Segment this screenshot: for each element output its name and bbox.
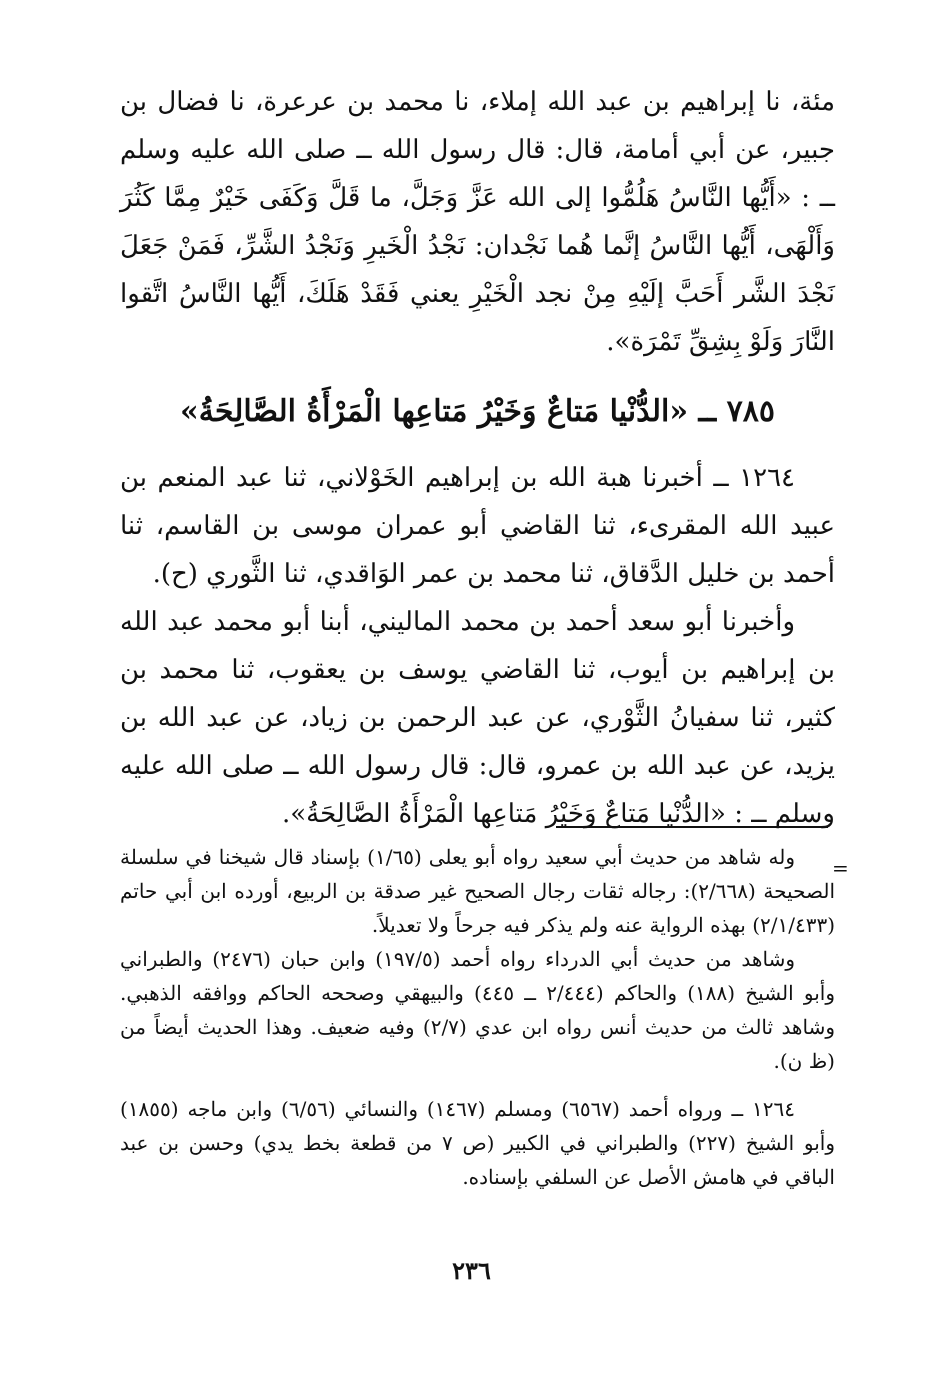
main-text	[120, 78, 835, 838]
footnote-item: ١٢٦٤ ــ ورواه أحمد (٦٥٦٧) ومسلم (١٤٦٧) والنسائي (٦/٥٦) وابن ماجه (١٨٥٥) وأبو الشيخ (٢٢٧) والطبراني في الكبير (ص ٧ من قطعة بخط يدي) وحسن بن عبد الباقي في هامش الأصل عن السلفي بإسناده.	[120, 1097, 835, 1189]
footnote-item: وشاهد من حديث أبي الدرداء رواه أحمد (١٩٧/٥) وابن حبان (٢٤٧٦) والطبراني وأبو الشيخ (١٨٨) والحاكم (٢/٤٤٤ ــ ٤٤٥) والبيهقي وصححه الحاكم ووافقه الذهبي. وشاهد ثالث من حديث أنس رواه ابن عدي (٢/٧) وفيه ضعيف. وهذا الحديث أيضاً من (ظ ن).	[120, 947, 836, 1073]
footnote-continuation-marker: =	[832, 856, 849, 880]
footnote-item: وله شاهد من حديث أبي سعيد رواه أبو يعلى (١/٦٥) بإسناد قال شيخنا في سلسلة الصحيحة (٢/٦٦٨): رجاله ثقات رجال الصحيح غير صدقة بن الربيع، أورده ابن أبي حاتم (٢/١/٤٣٣) بهذه الرواية عنه ولم يذكر فيه جرحاً ولا تعديلاً.	[120, 845, 835, 937]
paragraph-second-isnad: وأخبرنا أبو سعد أحمد بن محمد الماليني، أبنا أبو محمد عبد الله بن إبراهيم بن أيوب، ثنا القاضي يوسف بن يعقوب، ثنا محمد بن كثير، ثنا سفيانُ الثَّوْري، عن عبد الرحمن بن زياد، عن عبد الله بن يزيد، عن عبد الله بن عمرو، قال: قال رسول الله ــ صلى الله عليه وسلم ــ : «الدُّنْيا مَتاعٌ وَخَيْرُ مَتاعِها الْمَرْأَةُ الصَّالِحَةُ».	[120, 607, 835, 829]
page-number: ٢٣٦	[452, 1256, 491, 1285]
paragraph-hadith-continuation: مئة، نا إبراهيم بن عبد الله إملاء، نا محمد بن عرعرة، نا فضال بن جبير، عن أبي أمامة، قال: قال رسول الله ــ صلى الله عليه وسلم ــ : «أَيُّها النَّاسُ هَلُمُّوا إلى الله عَزَّ وَجَلَّ، ما قَلَّ وَكَفَى خَيْرٌ مِمَّا كَثُرَ وَأَلْهَى، أَيُّها النَّاسُ إنَّما هُما نَجْدان: نَجْدُ الْخَيرِ وَنَجْدُ الشَّرِّ، فَمَنْ جَعَلَ نَجْدَ الشَّر أَحَبَّ إلَيْهِ مِنْ نجد الْخَيْرِ يعني فَقَدْ هَلَكَ، أَيُّها النَّاسُ اتَّقوا النَّارَ وَلَوْ بِشِقِّ تَمْرَة».	[120, 87, 835, 357]
footnotes	[120, 840, 835, 1194]
chapter-heading: ٧٨٥ ــ «الدُّنْيا مَتاعٌ وَخَيْرُ مَتاعِها الْمَرْأَةُ الصَّالِحَةُ»	[180, 394, 775, 429]
paragraph-isnad-1264: ١٢٦٤ ــ أخبرنا هبة الله بن إبراهيم الخَوْلاني، ثنا عبد المنعم بن عبيد الله المقرىء، ثنا القاضي أبو عمران موسى بن القاسم، ثنا أحمد بن خليل الدَّقاق، ثنا محمد بن عمر الوَاقدي، ثنا الثَّوري (ح).	[120, 463, 835, 589]
footnote-separator	[556, 826, 828, 828]
